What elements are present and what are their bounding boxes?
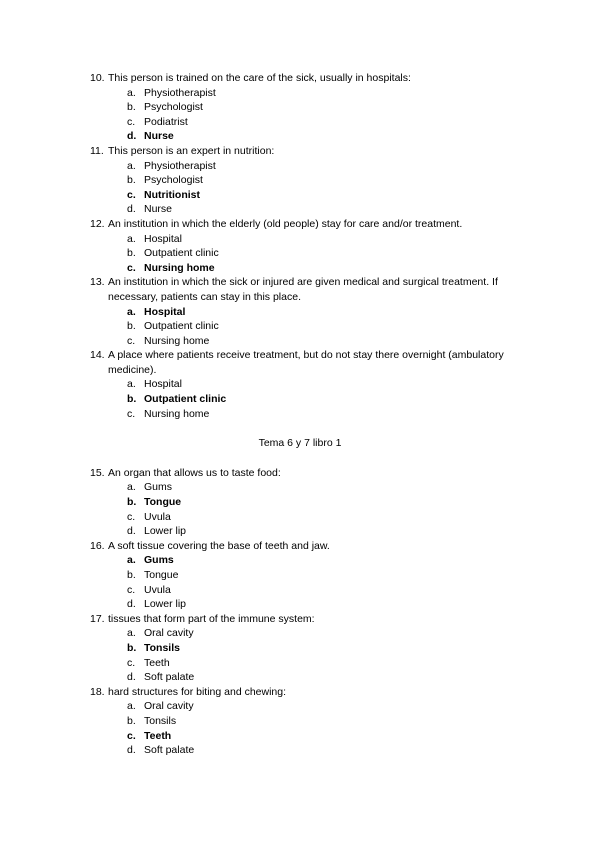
question bbox=[90, 348, 530, 421]
question-stem bbox=[90, 348, 530, 377]
option-letter: b. bbox=[127, 496, 137, 509]
option-list bbox=[90, 86, 530, 144]
question-number: 12. bbox=[90, 217, 105, 230]
option-text: Hospital bbox=[144, 378, 182, 391]
option-item bbox=[90, 159, 530, 174]
option-item bbox=[90, 173, 530, 188]
question-stem bbox=[90, 144, 530, 159]
question bbox=[90, 685, 530, 758]
option-item bbox=[90, 246, 530, 261]
option-text: Outpatient clinic bbox=[144, 393, 227, 406]
question bbox=[90, 217, 530, 275]
option-letter: c. bbox=[127, 729, 136, 742]
option-letter: d. bbox=[127, 671, 136, 684]
option-item bbox=[90, 202, 530, 217]
option-item bbox=[90, 656, 530, 671]
option-text: Oral cavity bbox=[144, 627, 194, 640]
question bbox=[90, 539, 530, 612]
question-list bbox=[90, 71, 530, 758]
question-number: 10. bbox=[90, 72, 105, 84]
question-stem bbox=[90, 539, 530, 554]
option-item bbox=[90, 115, 530, 130]
option-text: Psychologist bbox=[144, 101, 203, 114]
option-list bbox=[90, 480, 530, 538]
option-text: Outpatient clinic bbox=[144, 320, 219, 333]
option-item bbox=[90, 129, 530, 144]
option-text: Hospital bbox=[144, 305, 186, 318]
question-stem bbox=[90, 685, 530, 700]
question-stem bbox=[90, 466, 530, 481]
option-list bbox=[90, 626, 530, 684]
option-text: Nursing home bbox=[144, 334, 210, 347]
option-letter: a. bbox=[127, 481, 136, 494]
question-text: This person is an expert in nutrition: bbox=[108, 144, 275, 157]
question-number: 15. bbox=[90, 466, 105, 479]
option-item bbox=[90, 261, 530, 276]
option-letter: a. bbox=[127, 627, 136, 640]
question bbox=[90, 612, 530, 685]
question-number: 11. bbox=[90, 144, 104, 157]
question bbox=[90, 466, 530, 539]
question-number: 14. bbox=[90, 349, 105, 362]
option-letter: d. bbox=[127, 130, 137, 143]
option-text: Physiotherapist bbox=[144, 86, 216, 99]
option-letter: a. bbox=[127, 554, 136, 567]
option-letter: b. bbox=[127, 320, 136, 333]
question-text: An institution in which the sick or injured are given medical and surgical treatment. If necessary, patients can stay in this place. bbox=[108, 276, 498, 303]
option-text: Nurse bbox=[144, 203, 173, 216]
option-item bbox=[90, 232, 530, 247]
option-item bbox=[90, 568, 530, 583]
option-text: Physiotherapist bbox=[144, 159, 216, 172]
question bbox=[90, 71, 530, 144]
option-item bbox=[90, 305, 530, 320]
option-text: Uvula bbox=[144, 583, 171, 596]
option-text: Uvula bbox=[144, 510, 171, 523]
question-stem bbox=[90, 612, 530, 627]
section-title: Tema 6 y 7 libro 1 bbox=[258, 437, 342, 450]
option-list bbox=[90, 553, 530, 611]
option-text: Tongue bbox=[144, 569, 179, 581]
option-text: Teeth bbox=[144, 729, 172, 742]
option-item bbox=[90, 714, 530, 729]
option-letter: c. bbox=[127, 188, 136, 201]
question-text: An organ that allows us to taste food: bbox=[108, 466, 281, 479]
option-letter: a. bbox=[127, 305, 136, 318]
option-letter: c. bbox=[127, 656, 136, 669]
option-letter: a. bbox=[127, 700, 136, 713]
option-item bbox=[90, 553, 530, 568]
option-text: Nursing home bbox=[144, 261, 215, 274]
option-text: Nurse bbox=[144, 130, 174, 143]
option-item bbox=[90, 319, 530, 334]
option-item bbox=[90, 597, 530, 612]
option-list bbox=[90, 159, 530, 217]
question bbox=[90, 144, 530, 217]
option-list bbox=[90, 699, 530, 757]
question-number: 16. bbox=[90, 539, 105, 552]
option-item bbox=[90, 480, 530, 495]
option-item bbox=[90, 407, 530, 422]
option-letter: c. bbox=[127, 115, 136, 128]
option-text: Lower lip bbox=[144, 598, 187, 611]
question-stem bbox=[90, 217, 530, 232]
option-letter: a. bbox=[127, 86, 136, 99]
option-item bbox=[90, 743, 530, 758]
question-text: tissues that form part of the immune system: bbox=[108, 612, 315, 625]
option-letter: a. bbox=[127, 378, 136, 391]
option-letter: b. bbox=[127, 641, 137, 654]
question-number: 17. bbox=[90, 612, 105, 625]
option-text: Tonsils bbox=[144, 714, 177, 727]
question-text: An institution in which the elderly (old people) stay for care and/or treatment. bbox=[108, 217, 463, 230]
option-text: Gums bbox=[144, 481, 173, 494]
option-letter: b. bbox=[127, 714, 136, 727]
question bbox=[90, 275, 530, 348]
option-letter: b. bbox=[127, 174, 136, 187]
option-item bbox=[90, 188, 530, 203]
option-letter: c. bbox=[127, 407, 136, 420]
question-text: A place where patients receive treatment, but do not stay there overnight (ambulatory medicine). bbox=[108, 349, 504, 376]
option-text: Soft palate bbox=[144, 744, 195, 757]
option-text: Teeth bbox=[144, 656, 170, 669]
option-letter: b. bbox=[127, 247, 136, 260]
option-text: Gums bbox=[144, 554, 174, 567]
option-item bbox=[90, 86, 530, 101]
option-text: Podiatrist bbox=[144, 115, 188, 128]
option-letter: d. bbox=[127, 525, 136, 538]
option-letter: d. bbox=[127, 203, 136, 216]
option-item bbox=[90, 524, 530, 539]
option-list bbox=[90, 305, 530, 349]
option-item bbox=[90, 670, 530, 685]
option-item bbox=[90, 510, 530, 525]
option-text: Tonsils bbox=[144, 641, 180, 654]
option-item bbox=[90, 392, 530, 407]
option-item bbox=[90, 641, 530, 656]
option-text: Nutritionist bbox=[144, 188, 200, 201]
option-letter: d. bbox=[127, 598, 136, 611]
option-text: Outpatient clinic bbox=[144, 247, 219, 260]
option-item bbox=[90, 583, 530, 598]
option-item bbox=[90, 100, 530, 115]
question-number: 13. bbox=[90, 276, 105, 289]
option-letter: c. bbox=[127, 510, 136, 523]
option-letter: d. bbox=[127, 744, 136, 757]
option-item bbox=[90, 729, 530, 744]
option-text: Tongue bbox=[144, 496, 182, 509]
option-letter: b. bbox=[127, 101, 136, 114]
option-list bbox=[90, 377, 530, 421]
question-stem bbox=[90, 275, 530, 304]
question-text: hard structures for biting and chewing: bbox=[108, 685, 287, 698]
option-letter: a. bbox=[127, 159, 136, 172]
option-list bbox=[90, 232, 530, 276]
option-letter: c. bbox=[127, 334, 136, 347]
option-text: Psychologist bbox=[144, 174, 203, 187]
option-text: Nursing home bbox=[144, 407, 210, 420]
option-item bbox=[90, 495, 530, 510]
option-text: Lower lip bbox=[144, 525, 187, 538]
question-number: 18. bbox=[90, 685, 105, 698]
option-letter: b. bbox=[127, 569, 136, 581]
option-item bbox=[90, 699, 530, 714]
question-text: A soft tissue covering the base of teeth and jaw. bbox=[108, 539, 330, 552]
option-letter: b. bbox=[127, 393, 137, 406]
option-text: Soft palate bbox=[144, 671, 195, 684]
question-stem bbox=[90, 71, 530, 86]
option-item bbox=[90, 377, 530, 392]
option-text: Hospital bbox=[144, 232, 182, 245]
option-letter: c. bbox=[127, 583, 136, 596]
option-item bbox=[90, 334, 530, 349]
option-letter: a. bbox=[127, 232, 136, 245]
option-item bbox=[90, 626, 530, 641]
option-text: Oral cavity bbox=[144, 700, 194, 713]
option-letter: c. bbox=[127, 261, 136, 274]
question-text: This person is trained on the care of the sick, usually in hospitals: bbox=[108, 72, 411, 84]
